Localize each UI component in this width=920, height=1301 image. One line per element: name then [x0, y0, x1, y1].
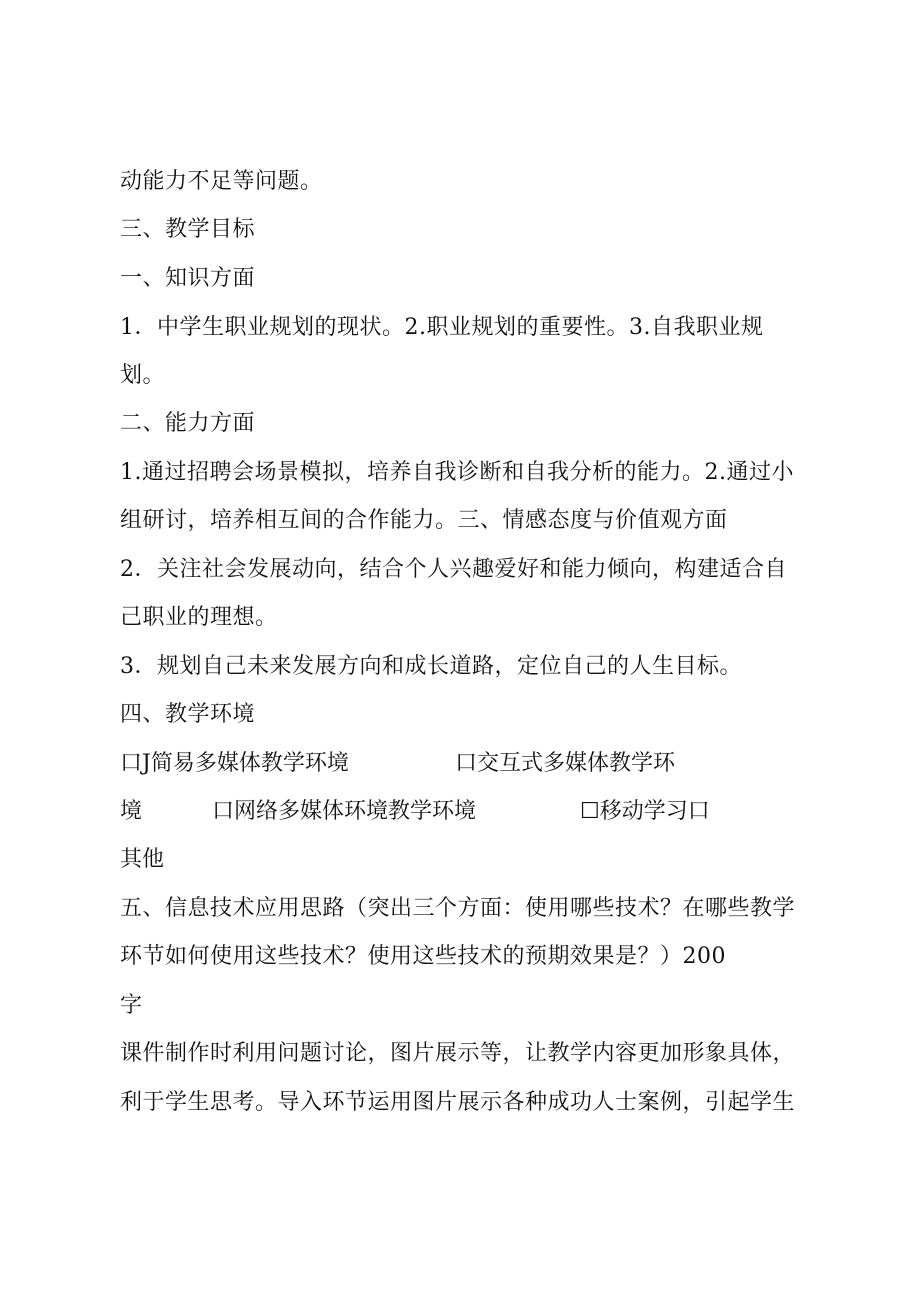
env-option-interactive: 口交互式多媒体教学环 [455, 751, 676, 776]
text-line: 划。 [120, 363, 166, 388]
env-option-network: 口网络多媒体环境教学环境 [212, 799, 477, 824]
text-line: 3．规划自己未来发展方向和成长道路，定位自己的人生目标。 [120, 654, 742, 679]
env-option-other: 其他 [120, 847, 165, 872]
subsection-heading: 一、知识方面 [120, 266, 256, 291]
text-line: 课件制作时利用问题讨论，图片展示等，让教学内容更加形象具体， [120, 1041, 796, 1066]
text-line: 组研讨，培养相互间的合作能力。三、情感态度与价值观方面 [120, 508, 728, 533]
text-line: 环节如何使用这些技术？使用这些技术的预期效果是？）200 [120, 944, 726, 969]
text-line: 1.通过招聘会场景模拟，培养自我诊断和自我分析的能力。2.通过小 [120, 460, 794, 485]
text-line: 动能力不足等问题。 [120, 169, 323, 194]
text-line: 利于学生思考。导入环节运用图片展示各种成功人士案例，引起学生 [120, 1090, 796, 1115]
text-line: 己职业的理想。 [120, 605, 278, 630]
text-line: 1．中学生职业规划的现状。2.职业规划的重要性。3.自我职业规 [120, 315, 764, 340]
text-line: 2．关注社会发展动向，结合个人兴趣爱好和能力倾向，构建适合自 [120, 557, 787, 582]
section-heading: 五、信息技术应用思路（突出三个方面：使用哪些技术？在哪些教学 [120, 896, 796, 921]
section-heading: 三、教学目标 [120, 217, 256, 242]
section-heading: 四、教学环境 [120, 702, 256, 727]
subsection-heading: 二、能力方面 [120, 411, 256, 436]
env-option-simple: 口J简易多媒体教学环境 [120, 751, 349, 776]
env-option-interactive-cont: 境 [120, 799, 143, 824]
env-option-mobile: ☐移动学习口 [580, 799, 710, 824]
text-line: 字 [120, 993, 143, 1018]
